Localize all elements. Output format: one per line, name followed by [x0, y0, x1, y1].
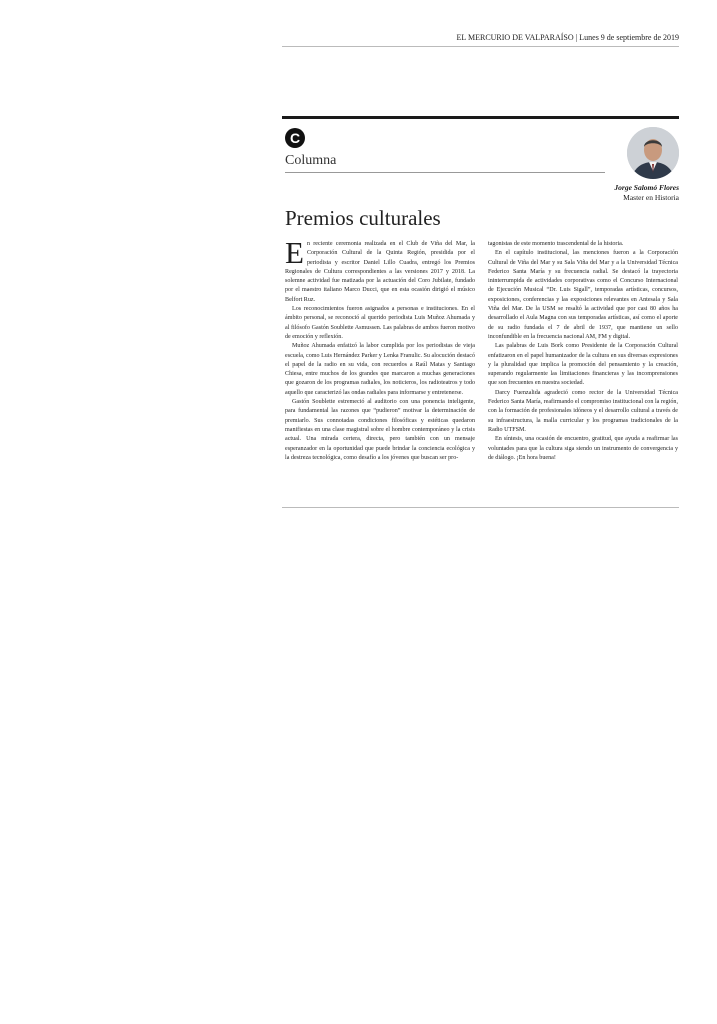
section-badge-icon: C [285, 128, 305, 148]
header-separator: | [573, 33, 580, 42]
author-portrait-icon [627, 127, 679, 179]
article-paragraph: Gastón Soublette estremeció al auditorio con una ponencia inteligente, para fundamental las razones que “pudieron” motivar la determinación de premiarlo. Sus connotadas condiciones filosóficas y estéticas quedaron manifiestas en una clase magistral sobre el hombre contemporáneo y la crisis actual. Una mirada certera, directa, pero también con un mensaje esperanzador en la oportunidad que puede brindar la conciencia ecológica y la destreza tecnológica, como desafío a los jóvenes que buscan ser pro- [285, 399, 475, 461]
page-header [282, 33, 679, 42]
article-paragraph: En el capítulo institucional, las menciones fueron a la Corporación Cultural de Viña del Mar y su Sala Viña del Mar y a la Universidad Técnica Federico Santa María y su frecuencia radial. Se destacó la trayectoria ininterrumpida de actividades corporativas como el Concurso Internacional de Ejecución Musical “Dr. Luis Sigall”, temporadas artísticas, concursos, exposiciones, conferencias y las exposiciones relevantes en Antesala y Sala Viña del Mar. De la USM se resaltó la actividad que por casi 80 años ha desarrollado el Aula Magna con sus temporadas artísticas, así como el aporte de su radio fundada el 7 de abril de 1937, que mantiene un sello inconfundible en la frecuencia nacional AM, FM y digital. [488, 250, 678, 340]
article-paragraph: tagonistas de este momento trascendental de la historia. [488, 241, 624, 247]
section-top-rule [282, 116, 679, 119]
article-paragraph: En reciente ceremonia realizada en el Club de Viña del Mar, la Corporación Cultural de la Quinta Región, presidida por el periodista y escritor Daniel Lillo Cuadra, entregó los Premios Regionales de Cultura correspondientes a las versiones 2017 y 2018. La solemne actividad fue matizada por la actuación del Coro Jubilate, fundado por el maestro italiano Marco Ducci, que en esta ocasión dirigió el músico Belfort Ruz. [285, 235, 475, 303]
article-column-1 [285, 235, 475, 463]
author-photo [627, 127, 679, 179]
article-bottom-rule [282, 507, 679, 508]
publication-date: Lunes 9 de septiembre de 2019 [579, 33, 679, 42]
article-title: Premios culturales [285, 206, 441, 230]
article-paragraph: En síntesis, una ocasión de encuentro, gratitud, que ayuda a reafirmar las voluntades para que la cultura siga siendo un instrumento de convergencia y de diálogo. ¡En hora buena! [488, 436, 678, 461]
publication-name: EL MERCURIO DE VALPARAÍSO [456, 33, 574, 42]
article-paragraph: Darcy Fuenzalida agradeció como rector de la Universidad Técnica Federico Santa María, reafirmando el compromiso institucional con la región, con la formación de profesionales idóneos y el desarrollo cultural a través de su infraestructura, la malla curricular y los programas tradicionales de la Radio UTFSM. [488, 389, 678, 433]
article-paragraph: Las palabras de Luis Bork como Presidente de la Corporación Cultural enfatizaron en el papel humanizador de la cultura en sus diversas expresiones y la pluralidad que implica la promoción del pensamiento y la creación, superando regularmente las limitaciones financieras y las incomprensiones que son frecuentes en nuestra sociedad. [488, 343, 678, 387]
author-role: Master en Historia [623, 193, 679, 202]
article-paragraph: Muñoz Ahumada enfatizó la labor cumplida por los periodistas de vieja escuela, como Luis Hernández Parker y Lenka Franulic. Su alocución destacó el papel de la radio en su vida, con recuerdos a Raúl Matas y Santiago Chiesa, entre muchos de los grandes que marcaron a muchas generaciones que gozaron de los programas radiales, los noticieros, los radioteatros y todo aquello que caracterizó las ondas radiales para informarse y entretenerse. [285, 343, 475, 396]
drop-cap: E [285, 235, 304, 270]
article-column-2 [488, 240, 678, 463]
article-paragraph: Los reconocimientos fueron asignados a personas e instituciones. En el ámbito personal, se reconoció al querido periodista Luis Muñoz Ahumada y al filósofo Gastón Soublette Asmussen. Las palabras de ambos fueron motivo de emoción y reflexión. [285, 306, 475, 340]
author-name: Jorge Salomó Flores [614, 183, 679, 192]
header-divider [282, 46, 679, 47]
section-divider [285, 172, 605, 173]
section-label: Columna [285, 153, 337, 168]
